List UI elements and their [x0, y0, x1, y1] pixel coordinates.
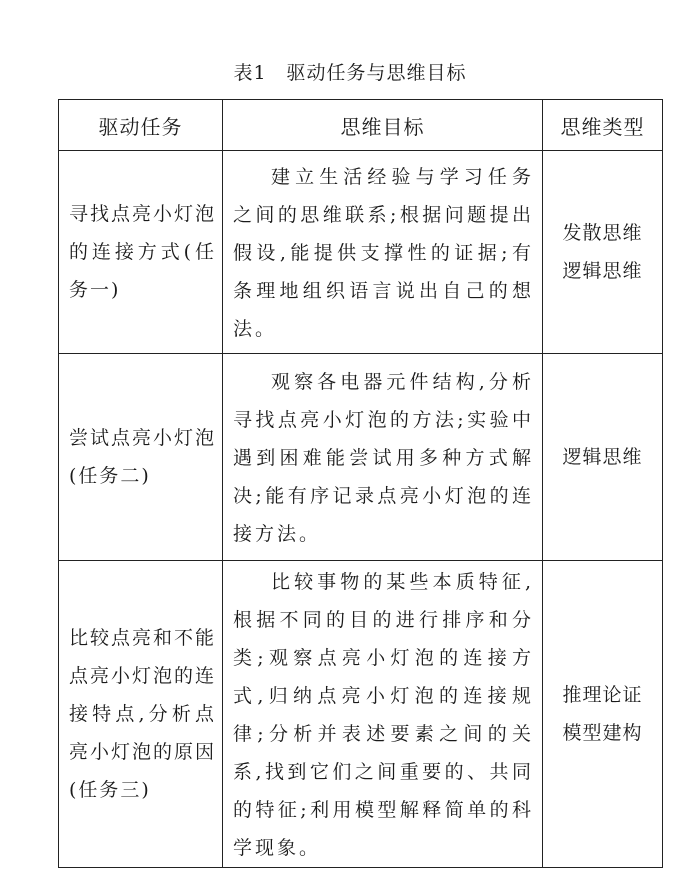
kind-label: 模型建构	[562, 722, 643, 744]
kind-label: 逻辑思维	[562, 260, 643, 282]
task-cell: 比较点亮和不能点亮小灯泡的连接特点,分析点亮小灯泡的原因(任务三)	[59, 561, 223, 868]
header-task: 驱动任务	[59, 100, 223, 151]
table-caption: 表1 驱动任务与思维目标	[233, 62, 467, 84]
kind-cell	[543, 561, 663, 868]
header-goal: 思维目标	[223, 100, 543, 151]
goal-cell: 建立生活经验与学习任务之间的思维联系;根据问题提出假设,能提供支撑性的证据;有条理地组织语言说出自己的想法。	[223, 151, 543, 354]
goal-cell: 比较事物的某些本质特征,根据不同的目的进行排序和分类;观察点亮小灯泡的连接方式,归纳点亮小灯泡的连接规律;分析并表述要素之间的关系,找到它们之间重要的、共同的特征;利用模型解释简单的科学现象。	[223, 561, 543, 868]
kind-label: 推理论证	[562, 684, 643, 706]
kind-cell	[543, 151, 663, 354]
kind-label: 发散思维	[562, 222, 643, 244]
table-row	[59, 354, 663, 561]
header-kind: 思维类型	[543, 100, 663, 151]
task-goal-table	[58, 99, 663, 868]
header-row	[59, 100, 663, 151]
task-cell: 尝试点亮小灯泡(任务二)	[59, 354, 223, 561]
kind-cell	[543, 354, 663, 561]
task-cell: 寻找点亮小灯泡的连接方式(任务一)	[59, 151, 223, 354]
table-row	[59, 561, 663, 868]
table-row	[59, 151, 663, 354]
goal-cell: 观察各电器元件结构,分析寻找点亮小灯泡的方法;实验中遇到困难能尝试用多种方式解决;能有序记录点亮小灯泡的连接方法。	[223, 354, 543, 561]
kind-label: 逻辑思维	[562, 446, 643, 468]
